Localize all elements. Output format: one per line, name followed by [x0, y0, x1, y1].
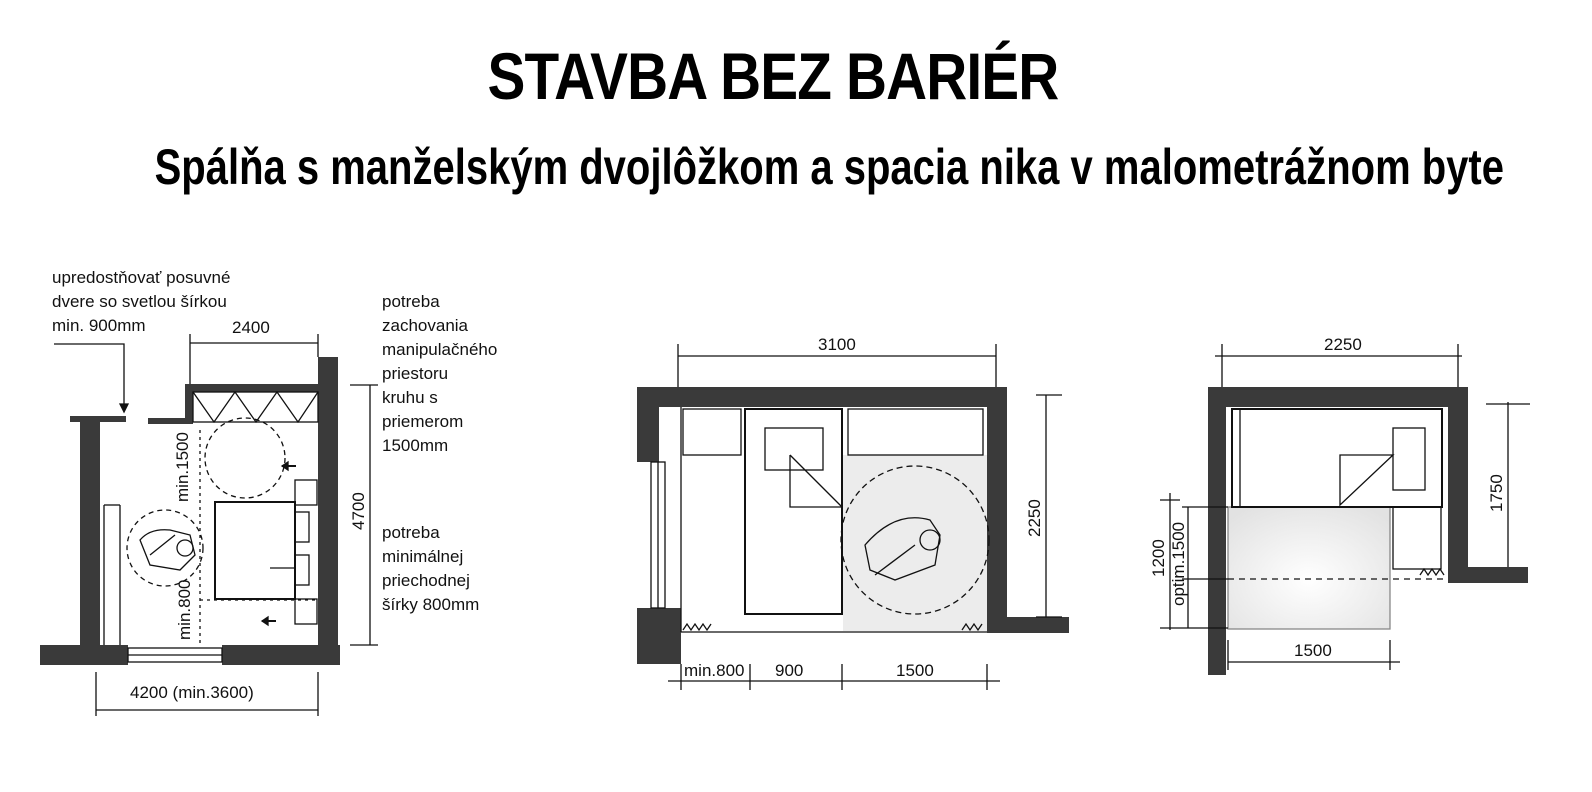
note-door-line3: min. 900mm	[52, 316, 146, 335]
note-circle-line7: 1500mm	[382, 436, 449, 455]
plan2-dim-right: 2250	[1025, 499, 1044, 537]
plan3-dim-bottom: 1500	[1294, 641, 1332, 660]
page-subtitle: Spálňa s manželským dvojlôžkom a spacia nika v malometrážnom byte	[154, 139, 1504, 195]
plan3-dim-left-inner: optim.1500	[1169, 521, 1188, 606]
plan1-dim-min800: min.800	[175, 579, 194, 640]
note-passage-line3: priechodnej	[382, 571, 470, 590]
plan3-dim-top: 2250	[1324, 335, 1362, 354]
wall-left	[80, 420, 100, 665]
wall-top	[1208, 387, 1468, 407]
note-circle-line2: zachovania	[382, 316, 469, 335]
wall-top	[637, 387, 1007, 407]
turning-circle	[205, 418, 285, 498]
plan1-dim-top: 2400	[232, 318, 270, 337]
plan-bedroom-sleeping	[637, 344, 1069, 690]
bed	[745, 409, 842, 614]
plan1-dim-bottom: 4200 (min.3600)	[130, 683, 254, 702]
plan-sleeping-niche	[1160, 344, 1530, 675]
plan1-dim-min1500: min.1500	[173, 432, 192, 502]
note-circle-line5: kruhu s	[382, 388, 438, 407]
wall-bottom-left	[40, 645, 128, 665]
plan2-dim-bottom-3: 1500	[896, 661, 934, 680]
wall-left	[1208, 387, 1226, 675]
plan1-dim-right: 4700	[349, 492, 368, 530]
plan3-dim-right: 1750	[1487, 474, 1506, 512]
plan2-dim-bottom-2: 900	[775, 661, 804, 680]
plan3-dim-left-outer: 1200	[1149, 539, 1168, 577]
plan2-dim-top: 3100	[818, 335, 856, 354]
note-door-line2: dvere so svetlou šírkou	[52, 292, 227, 311]
wheelchair-icon	[140, 530, 195, 570]
wall-right	[987, 387, 1007, 633]
note-circle-line3: manipulačného	[382, 340, 498, 359]
note-circle-line6: priemerom	[382, 412, 464, 431]
plan2-dim-bottom-1: min.800	[684, 661, 745, 680]
wall-right	[318, 357, 338, 665]
note-passage-line4: šírky 800mm	[382, 595, 480, 614]
note-door-line1: upredostňovať posuvné	[52, 268, 231, 287]
wall-top	[185, 384, 320, 392]
note-circle-line1: potreba	[382, 292, 440, 311]
note-circle-line4: priestoru	[382, 364, 449, 383]
page-title: STAVBA BEZ BARIÉR	[487, 39, 1059, 113]
plan-bedroom-double-bed	[40, 334, 378, 716]
note-passage-line2: minimálnej	[382, 547, 464, 566]
bed	[1232, 409, 1442, 507]
wall-right	[1448, 387, 1468, 583]
note-passage-line1: potreba	[382, 523, 440, 542]
